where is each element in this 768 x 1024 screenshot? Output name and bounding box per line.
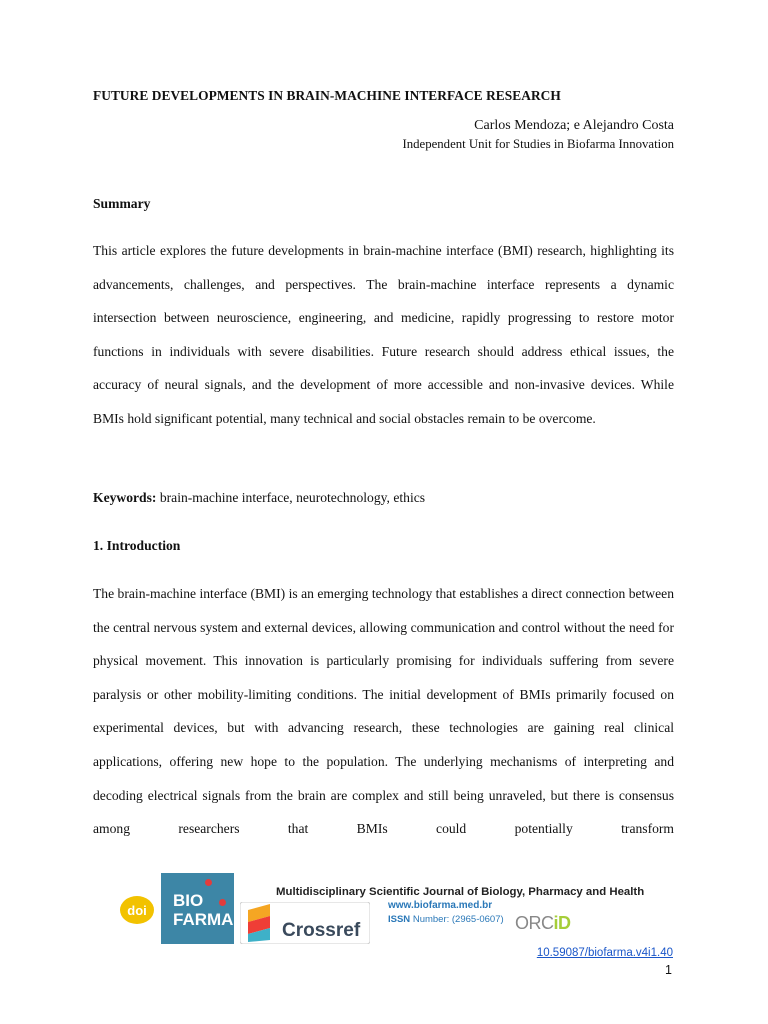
- page-number: 1: [665, 963, 672, 977]
- biofarma-dot-icon: [219, 899, 226, 906]
- summary-heading: Summary: [93, 196, 151, 211]
- article-authors: Carlos Mendoza; e Alejandro Costa: [474, 118, 674, 133]
- issn-label: ISSN: [388, 914, 411, 925]
- summary-paragraph: This article explores the future developments in brain-machine interface (BMI) research, highlighting its advancements, challenges, and perspectives. The brain-machine interface represents a dynamic intersection between neuroscience, engineering, and medicine, rapidly progressing to restore motor functions in individuals with severe disabilities. Future research should address ethical issues, the accuracy of neural signals, and the development of more accessible and non-invasive devices. While BMIs hold significant potential, many technical and social obstacles remain to be overcome.: [93, 243, 674, 426]
- orcid-logo: [515, 913, 571, 934]
- biofarma-logo: [161, 873, 234, 944]
- journal-website: www.biofarma.med.br: [388, 900, 493, 911]
- article-title: FUTURE DEVELOPMENTS IN BRAIN-MACHINE INTERFACE RESEARCH: [93, 88, 561, 103]
- biofarma-logo-line1: BIO: [173, 891, 204, 910]
- orcid-text: ORC: [515, 913, 554, 933]
- introduction-paragraph: The brain-machine interface (BMI) is an emerging technology that establishes a direct connection between the central nervous system and external devices, allowing communication and control without the need for physical movement. This innovation is particularly promising for individuals suffering from severe paralysis or other mobility-limiting conditions. The initial development of BMIs primarily focused on experimental devices, but with advancing research, these technologies are gaining real clinical applications, offering new hope to the population. The underlying mechanisms of interpreting and decoding electrical signals from the brain are complex and still being unraveled, but there is consensus among researchers that BMIs could potentially transform: [93, 586, 674, 837]
- biofarma-dot-icon: [205, 879, 212, 886]
- keywords-text: brain-machine interface, neurotechnology, ethics: [159, 490, 426, 505]
- doi-link[interactable]: 10.59087/biofarma.v4i1.40: [536, 947, 673, 959]
- journal-name: Multidisciplinary Scientific Journal of Biology, Pharmacy and Health: [276, 886, 645, 898]
- keywords-line: [93, 490, 425, 506]
- issn-number: Number: (2965-0607): [412, 914, 504, 925]
- biofarma-logo-line2: FARMA: [173, 910, 234, 929]
- introduction-heading: 1. Introduction: [93, 538, 181, 553]
- article-affiliation: Independent Unit for Studies in Biofarma Innovation: [402, 137, 674, 151]
- journal-footer-banner: [0, 872, 768, 947]
- journal-issn: [388, 914, 504, 925]
- orcid-id-icon: iD: [553, 913, 571, 933]
- crossref-label: Crossref: [282, 920, 361, 941]
- doi-logo: doi: [120, 896, 154, 924]
- keywords-label: Keywords:: [93, 490, 157, 505]
